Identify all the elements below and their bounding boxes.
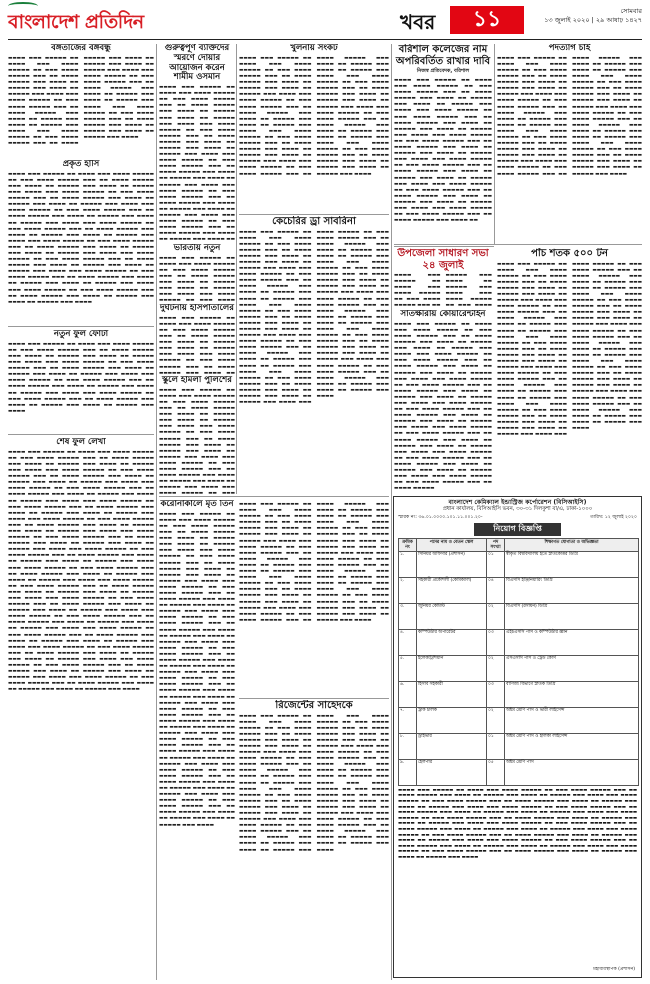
ad-cell-sl: ৭. [399, 707, 417, 733]
ad-cell-sl: ৯. [399, 759, 417, 785]
article-headline: পদত্যাগ চাই [548, 44, 591, 53]
column-divider [156, 44, 157, 980]
article-headline: পাঁচ শতক ৫০০ টন [531, 248, 608, 259]
article-kecherir [239, 216, 389, 494]
section-name: খবর [400, 10, 436, 34]
article-body: ▬▬▬▬ ▬▬▬ ▬▬▬▬▬ ▬▬ ▬▬▬▬ ▬▬▬ ▬▬▬▬ ▬▬▬▬▬ ▬▬ ▬▬▬ ▬▬▬▬ ▬▬▬▬▬ ▬▬▬ ▬▬ ▬▬▬▬ ▬▬▬▬▬ ▬▬▬ ▬▬▬▬ ▬▬ ▬▬▬▬▬ ▬▬▬ ▬▬▬▬ ▬▬ ▬▬▬▬▬ ▬▬▬ ▬▬▬▬ ▬▬▬ ▬▬▬▬ ▬▬▬▬▬ ▬▬ ▬▬▬ ▬▬▬▬ ▬▬▬▬▬ ▬▬▬ ▬▬ ▬▬▬▬ ▬▬▬▬▬ ▬▬▬ ▬▬▬▬ ▬▬ ▬▬▬▬▬ ▬▬▬ ▬▬▬▬ ▬▬ ▬▬▬▬▬ ▬▬▬ ▬▬▬▬ ▬▬▬ ▬▬▬▬ ▬▬▬▬▬ ▬▬ ▬▬▬ ▬▬▬▬ ▬▬▬▬▬ ▬▬▬ ▬▬ ▬▬▬▬ ▬▬▬▬▬ ▬▬▬ ▬▬▬▬ ▬▬ ▬▬▬▬▬ ▬▬▬ ▬▬▬▬ ▬▬ ▬▬▬▬▬ ▬▬▬ ▬▬▬▬ ▬▬▬ ▬▬▬▬ ▬▬▬▬▬ ▬▬ ▬▬▬ ▬▬▬▬ ▬▬▬▬▬ ▬▬▬ ▬▬ ▬▬▬▬ ▬▬▬▬▬ ▬▬▬ ▬▬▬▬ ▬▬ ▬▬▬▬▬ ▬▬▬ ▬▬▬▬ ▬▬ ▬▬▬▬▬ ▬▬▬ ▬▬▬▬ ▬▬▬ ▬▬▬▬ ▬▬▬▬▬ ▬▬ ▬▬▬ ▬▬▬▬ ▬▬▬▬▬ ▬▬▬ ▬▬ ▬▬▬▬ ▬▬▬▬▬ ▬▬▬ ▬▬▬▬ ▬▬ ▬▬▬▬▬ ▬▬▬ ▬▬▬▬ ▬▬ ▬▬▬▬▬ ▬▬▬ ▬▬▬▬ ▬▬▬ ▬▬▬▬ ▬▬▬▬▬ ▬▬ ▬▬▬ ▬▬▬▬ ▬▬▬▬▬ ▬▬▬ ▬▬ ▬▬▬▬ ▬▬▬▬▬ ▬▬▬ ▬▬▬▬ ▬▬ ▬▬▬▬▬ ▬▬▬ ▬▬▬▬ ▬▬ ▬▬▬▬▬ ▬▬▬ ▬▬▬▬ ▬▬▬ ▬▬▬▬ ▬▬▬▬▬ ▬▬ ▬▬▬ ▬▬▬▬ ▬▬▬▬▬ ▬▬▬ ▬▬ ▬▬▬▬ ▬▬▬▬▬ ▬▬▬ ▬▬▬▬ ▬▬ ▬▬▬▬▬ ▬▬▬ ▬▬▬▬ ▬▬ ▬▬▬▬▬ ▬▬▬ ▬▬▬▬ ▬▬▬ ▬▬▬▬ ▬▬▬▬▬ ▬▬ ▬▬▬ ▬▬▬▬ ▬▬▬▬▬ ▬▬▬ ▬▬ ▬▬▬▬ ▬▬▬▬▬ ▬▬▬ ▬▬▬▬ ▬▬ ▬▬▬▬▬ ▬▬▬ ▬▬▬▬ ▬▬ ▬▬▬▬▬ ▬▬▬ ▬▬▬▬ ▬▬▬ ▬▬▬▬ ▬▬▬▬▬ ▬▬ ▬▬▬ ▬▬▬▬ ▬▬▬▬▬ ▬▬▬ ▬▬ ▬▬▬▬ ▬▬▬▬▬ ▬▬▬ ▬▬▬▬ ▬▬ ▬▬▬▬▬ ▬▬▬ ▬▬▬▬ ▬▬ ▬▬▬▬▬ ▬▬▬ ▬▬▬▬ ▬▬▬ ▬▬▬▬ ▬▬▬▬▬ ▬▬ ▬▬▬ ▬▬▬▬ ▬▬▬▬▬ ▬▬▬ ▬▬ ▬▬▬▬ ▬▬▬▬▬ ▬▬▬ ▬▬▬▬ ▬▬ ▬▬▬▬▬ ▬▬▬ ▬▬▬▬ ▬▬ ▬▬▬▬▬ ▬▬▬ ▬▬▬▬ [239, 229, 389, 406]
ad-cell-post: সিনিয়র অফিসার (প্রশাসন) [417, 551, 487, 577]
article-body: ▬▬▬▬ ▬▬▬ ▬▬▬▬▬ ▬▬ ▬▬▬▬ ▬▬▬ ▬▬▬▬ ▬▬▬▬▬ ▬▬ ▬▬▬ ▬▬▬▬ ▬▬▬▬▬ ▬▬▬ ▬▬ ▬▬▬▬ ▬▬▬▬▬ ▬▬▬ ▬▬▬▬ ▬▬ ▬▬▬▬▬ ▬▬▬ ▬▬▬▬ ▬▬ ▬▬▬▬▬ ▬▬▬ ▬▬▬▬ ▬▬▬ ▬▬▬▬ ▬▬▬▬▬ ▬▬ ▬▬▬ ▬▬▬▬ ▬▬▬▬▬ ▬▬▬ ▬▬ ▬▬▬▬ ▬▬▬▬▬ ▬▬▬ ▬▬▬▬ ▬▬ ▬▬▬▬▬ ▬▬▬ ▬▬▬▬ ▬▬ ▬▬▬▬▬ ▬▬▬ ▬▬▬▬ ▬▬▬ ▬▬▬▬ ▬▬▬▬▬ ▬▬ ▬▬▬ ▬▬▬▬ ▬▬▬▬▬ ▬▬▬ ▬▬ ▬▬▬▬ ▬▬▬▬▬ ▬▬▬ ▬▬▬▬ ▬▬ ▬▬▬▬▬ ▬▬▬ ▬▬▬▬ ▬▬ ▬▬▬▬▬ ▬▬▬ ▬▬▬▬ ▬▬▬ ▬▬▬▬ ▬▬▬▬▬ ▬▬ ▬▬▬ [159, 387, 235, 494]
ad-cell-count: ০৩ [487, 629, 505, 655]
ad-cell-sl: ৪. [399, 629, 417, 655]
article-headline: করোনাকালে মৃত তিন [160, 500, 234, 509]
ad-cell-sl: ১. [399, 551, 417, 577]
ad-cell-req: বিএসসি (রসায়ন) ডিগ্রি [505, 603, 639, 629]
article-body: ▬▬▬▬ ▬▬▬ ▬▬▬▬▬ ▬▬ ▬▬▬▬ ▬▬▬ ▬▬▬▬ ▬▬▬▬▬ ▬▬ ▬▬▬ ▬▬▬▬ ▬▬▬▬▬ ▬▬▬ ▬▬ ▬▬▬▬ ▬▬▬▬▬ ▬▬▬ ▬▬▬▬ ▬▬ ▬▬▬▬▬ ▬▬▬ ▬▬▬▬ ▬▬ ▬▬▬▬▬ ▬▬▬ ▬▬▬▬ ▬▬▬ ▬▬▬▬ ▬▬▬▬▬ ▬▬ ▬▬▬ ▬▬▬▬ ▬▬▬▬▬ ▬▬▬ ▬▬ ▬▬▬▬ ▬▬▬▬▬ ▬▬▬ ▬▬▬▬ ▬▬ ▬▬▬▬▬ ▬▬▬ ▬▬▬▬ ▬▬ ▬▬▬▬▬ ▬▬▬ ▬▬▬▬ ▬▬▬ ▬▬▬▬ ▬▬▬▬▬ ▬▬ ▬▬▬ ▬▬▬▬ ▬▬▬▬▬ ▬▬▬ ▬▬ ▬▬▬▬ ▬▬▬▬▬ ▬▬▬ ▬▬▬▬ ▬▬ ▬▬▬▬▬ ▬▬▬ ▬▬▬▬ ▬▬ ▬▬▬▬▬ ▬▬▬ ▬▬▬▬ ▬▬▬ ▬▬▬▬ ▬▬▬▬▬ ▬▬ ▬▬▬ ▬▬▬▬ ▬▬▬▬▬ ▬▬▬ ▬▬ ▬▬▬▬ ▬▬▬▬▬ ▬▬▬ ▬▬▬▬ ▬▬ ▬▬▬▬▬ ▬▬▬ ▬▬▬▬ ▬▬ ▬▬▬▬▬ ▬▬▬ ▬▬▬▬ ▬▬▬ ▬▬▬▬ ▬▬▬▬▬ ▬▬ ▬▬▬ ▬▬▬▬ ▬▬▬▬▬ ▬▬▬ ▬▬ ▬▬▬▬ ▬▬▬▬▬ ▬▬▬ ▬▬▬▬ ▬▬ ▬▬▬▬▬ ▬▬▬ ▬▬▬▬ ▬▬ ▬▬▬▬▬ ▬▬▬ ▬▬▬▬ ▬▬▬ ▬▬▬▬ ▬▬▬▬▬ ▬▬ ▬▬▬ ▬▬▬▬ ▬▬▬▬▬ ▬▬▬ ▬▬ ▬▬▬▬ ▬▬▬▬▬ ▬▬▬ ▬▬▬▬ ▬▬ ▬▬▬▬▬ ▬▬▬ ▬▬▬▬ ▬▬ ▬▬▬▬▬ ▬▬▬ ▬▬▬▬ ▬▬▬ ▬▬▬▬ ▬▬▬▬▬ ▬▬ ▬▬▬ ▬▬▬▬ ▬▬▬▬▬ ▬▬▬ ▬▬ ▬▬▬▬ ▬▬▬▬▬ ▬▬▬ ▬▬▬▬ ▬▬ ▬▬▬▬▬ ▬▬▬ ▬▬▬▬ ▬▬ ▬▬▬▬▬ ▬▬▬ ▬▬▬▬ [239, 55, 389, 177]
ad-cell-req: অষ্টম শ্রেণি পাস ও ভারী লাইসেন্স [505, 707, 639, 733]
ad-cell-count: ০৫ [487, 759, 505, 785]
ad-table-row [399, 681, 639, 707]
column-divider [236, 44, 237, 494]
article-body: ▬▬▬▬ ▬▬▬ ▬▬▬▬▬ ▬▬ ▬▬▬▬ ▬▬▬ ▬▬▬▬ ▬▬▬▬▬ ▬▬ ▬▬▬ ▬▬▬▬ ▬▬▬▬▬ ▬▬▬ ▬▬ ▬▬▬▬ ▬▬▬▬▬ ▬▬▬ ▬▬▬▬ ▬▬ ▬▬▬▬▬ ▬▬▬ ▬▬▬▬ ▬▬ ▬▬▬▬▬ ▬▬▬ ▬▬▬▬ ▬▬▬ ▬▬▬▬ ▬▬▬▬▬ ▬▬ ▬▬▬ ▬▬▬▬ ▬▬▬▬▬ ▬▬▬ ▬▬ ▬▬▬▬ ▬▬▬▬▬ ▬▬▬ ▬▬▬▬ ▬▬ ▬▬▬▬▬ ▬▬▬ ▬▬▬▬ ▬▬ ▬▬▬▬▬ ▬▬▬ ▬▬▬▬ ▬▬▬ ▬▬▬▬ ▬▬▬▬▬ ▬▬ ▬▬▬ ▬▬▬▬ ▬▬▬▬▬ ▬▬▬ ▬▬ ▬▬▬▬ ▬▬▬▬▬ ▬▬▬ ▬▬▬▬ ▬▬ ▬▬▬▬▬ ▬▬▬ ▬▬▬▬ ▬▬ ▬▬▬▬▬ ▬▬▬ ▬▬▬▬ ▬▬▬ ▬▬▬▬ ▬▬▬▬▬ ▬▬ ▬▬▬ ▬▬▬▬ ▬▬▬▬▬ ▬▬▬ ▬▬ ▬▬▬▬ ▬▬▬▬▬ ▬▬▬ ▬▬▬▬ ▬▬ ▬▬▬▬▬ ▬▬▬ ▬▬▬▬ ▬▬ ▬▬▬▬▬ ▬▬▬ ▬▬▬▬ ▬▬▬ ▬▬▬▬ ▬▬▬▬▬ ▬▬ ▬▬▬ ▬▬▬▬ ▬▬▬▬▬ ▬▬▬ ▬▬ ▬▬▬▬ ▬▬▬▬▬ ▬▬▬ ▬▬▬▬ ▬▬ ▬▬▬▬▬ ▬▬▬ ▬▬▬▬ ▬▬ ▬▬▬▬▬ ▬▬▬ ▬▬▬▬ ▬▬▬ ▬▬▬▬ ▬▬▬▬▬ ▬▬ ▬▬▬ ▬▬▬▬ ▬▬▬▬▬ ▬▬▬ ▬▬ ▬▬▬▬ ▬▬▬▬▬ ▬▬▬ ▬▬▬▬ ▬▬ ▬▬▬▬▬ ▬▬▬ ▬▬▬▬ ▬▬ ▬▬▬▬▬ ▬▬▬ ▬▬▬▬ ▬▬▬ ▬▬▬▬ ▬▬▬▬▬ ▬▬ ▬▬▬ ▬▬▬▬ ▬▬▬▬▬ ▬▬▬ ▬▬ ▬▬▬▬ ▬▬▬▬▬ ▬▬▬ ▬▬▬▬ ▬▬ ▬▬▬▬▬ ▬▬▬ ▬▬▬▬ ▬▬ ▬▬▬▬▬ ▬▬▬ ▬▬▬▬ [497, 55, 642, 177]
ad-table-row [399, 759, 639, 785]
ad-table-header [399, 539, 639, 552]
ad-cell-post: সহকারী প্রকৌশলী (কেমিক্যাল) [417, 577, 487, 603]
ad-cell-post: জুনিয়র কেমিস্ট [417, 603, 487, 629]
article-khulna [239, 44, 389, 212]
article-headline: খুলনায় সংকট [290, 44, 338, 53]
article-bongobondhu [8, 44, 154, 156]
article-headline: ভারতীয় নতুন [173, 244, 221, 253]
ad-title: নিয়োগ বিজ্ঞপ্তি [474, 523, 561, 536]
ad-table-row [399, 733, 639, 759]
article-body: ▬▬▬▬ ▬▬▬ ▬▬▬▬▬ ▬▬ ▬▬▬▬ ▬▬▬ ▬▬▬▬ ▬▬▬▬▬ ▬▬ ▬▬▬ ▬▬▬▬ ▬▬▬▬▬ ▬▬▬ ▬▬ ▬▬▬▬ ▬▬▬▬▬ ▬▬▬ ▬▬▬▬ ▬▬ ▬▬▬▬▬ ▬▬▬ ▬▬▬▬ ▬▬ ▬▬▬▬▬ ▬▬▬ ▬▬▬▬ ▬▬▬ ▬▬▬▬ ▬▬▬▬▬ ▬▬ ▬▬▬ ▬▬▬▬ ▬▬▬▬▬ ▬▬▬ ▬▬ ▬▬▬▬ ▬▬▬▬▬ ▬▬▬ ▬▬▬▬ ▬▬ ▬▬▬▬▬ ▬▬▬ ▬▬▬▬ ▬▬ ▬▬▬▬▬ ▬▬▬ ▬▬▬▬ ▬▬▬ ▬▬▬▬ ▬▬▬▬▬ ▬▬ ▬▬▬ ▬▬▬▬ ▬▬▬▬▬ ▬▬▬ ▬▬ ▬▬▬▬ ▬▬▬▬▬ ▬▬▬ ▬▬▬▬ ▬▬ ▬▬▬▬▬ ▬▬▬ ▬▬▬▬ ▬▬ ▬▬▬▬▬ ▬▬▬ ▬▬▬▬ ▬▬▬ ▬▬▬▬ ▬▬▬▬▬ ▬▬ ▬▬▬ ▬▬▬▬ ▬▬▬▬▬ ▬▬▬ ▬▬ ▬▬▬▬ ▬▬▬▬▬ ▬▬▬ ▬▬▬▬ ▬▬ ▬▬▬▬▬ ▬▬▬ ▬▬▬▬ ▬▬ ▬▬▬▬▬ ▬▬▬ ▬▬▬▬ ▬▬▬ ▬▬▬▬ ▬▬▬▬▬ ▬▬ ▬▬▬ ▬▬▬▬ ▬▬▬▬▬ ▬▬▬ ▬▬ ▬▬▬▬ ▬▬▬▬▬ ▬▬▬ ▬▬▬▬ ▬▬ ▬▬▬▬▬ ▬▬▬ ▬▬▬▬ ▬▬ ▬▬▬▬▬ ▬▬▬ ▬▬▬▬ ▬▬▬ ▬▬▬▬ ▬▬▬▬▬ ▬▬ ▬▬▬ ▬▬▬▬ ▬▬▬▬▬ ▬▬▬ ▬▬ ▬▬▬▬ ▬▬▬▬▬ ▬▬▬ ▬▬▬▬ ▬▬ ▬▬▬▬▬ ▬▬▬ ▬▬▬▬ ▬▬ ▬▬▬▬▬ ▬▬▬ ▬▬▬▬ ▬▬▬ ▬▬▬▬ ▬▬▬▬▬ ▬▬ ▬▬▬ ▬▬▬▬ ▬▬▬▬▬ ▬▬▬ ▬▬ ▬▬▬▬ ▬▬▬▬▬ ▬▬▬ ▬▬▬▬ ▬▬ ▬▬▬▬▬ ▬▬▬ ▬▬▬▬ ▬▬ ▬▬▬▬▬ ▬▬▬ ▬▬▬▬ ▬▬▬ ▬▬▬▬ ▬▬▬▬▬ ▬▬ ▬▬▬ ▬▬▬▬ ▬▬▬▬▬ ▬▬▬ ▬▬ ▬▬▬▬ ▬▬▬▬▬ ▬▬▬ ▬▬▬▬ ▬▬ ▬▬▬▬▬ ▬▬▬ ▬▬▬▬ ▬▬ ▬▬▬▬▬ ▬▬▬ ▬▬▬▬ [8, 171, 154, 305]
article-bharoti [159, 244, 235, 302]
ad-cell-count: ০২ [487, 707, 505, 733]
article-body: ▬▬▬▬ ▬▬▬ ▬▬▬▬▬ ▬▬ ▬▬▬▬ ▬▬▬ ▬▬▬▬ ▬▬▬▬▬ ▬▬ ▬▬▬ ▬▬▬▬ ▬▬▬▬▬ ▬▬▬ ▬▬ ▬▬▬▬ ▬▬▬▬▬ ▬▬▬ ▬▬▬▬ ▬▬ ▬▬▬▬▬ ▬▬▬ ▬▬▬▬ ▬▬ ▬▬▬▬▬ ▬▬▬ ▬▬▬▬ ▬▬▬ ▬▬▬▬ ▬▬▬▬▬ ▬▬ ▬▬▬ ▬▬▬▬ ▬▬▬▬▬ ▬▬▬ ▬▬ ▬▬▬▬ ▬▬▬▬▬ ▬▬▬ ▬▬▬▬ ▬▬ [159, 315, 235, 374]
masthead-rule [8, 39, 642, 40]
article-body: ▬▬▬▬ ▬▬▬ ▬▬▬▬▬ ▬▬ ▬▬▬▬ ▬▬▬ ▬▬▬▬ ▬▬▬▬▬ ▬▬ ▬▬▬ ▬▬▬▬ ▬▬▬▬▬ ▬▬▬ ▬▬ ▬▬▬▬ ▬▬▬▬▬ ▬▬▬ ▬▬▬▬ ▬▬ ▬▬▬▬▬ ▬▬▬ ▬▬▬▬ ▬▬ ▬▬▬▬▬ ▬▬▬ ▬▬▬▬ ▬▬▬ ▬▬▬▬ ▬▬▬▬▬ ▬▬ ▬▬▬ ▬▬▬▬ ▬▬▬▬▬ ▬▬▬ ▬▬ ▬▬▬▬ ▬▬▬▬▬ ▬▬▬ ▬▬▬▬ ▬▬ ▬▬▬▬▬ ▬▬▬ ▬▬▬▬ ▬▬ ▬▬▬▬▬ ▬▬▬ ▬▬▬▬ ▬▬▬ ▬▬▬▬ ▬▬▬▬▬ ▬▬ ▬▬▬ ▬▬▬▬ ▬▬▬▬▬ ▬▬▬ ▬▬ ▬▬▬▬ ▬▬▬▬▬ ▬▬▬ ▬▬▬▬ ▬▬ ▬▬▬▬▬ ▬▬▬ ▬▬▬▬ ▬▬ ▬▬▬▬▬ ▬▬▬ ▬▬▬▬ ▬▬▬ ▬▬▬▬ ▬▬▬▬▬ ▬▬ ▬▬▬ ▬▬▬▬ ▬▬▬▬▬ ▬▬▬ ▬▬ ▬▬▬▬ ▬▬▬▬▬ ▬▬▬ ▬▬▬▬ ▬▬ ▬▬▬▬▬ ▬▬▬ ▬▬▬▬ ▬▬ ▬▬▬▬▬ ▬▬▬ ▬▬▬▬ ▬▬▬ ▬▬▬▬ ▬▬▬▬▬ ▬▬ ▬▬▬ ▬▬▬▬ ▬▬▬▬▬ ▬▬▬ ▬▬ ▬▬▬▬ ▬▬▬▬▬ ▬▬▬ ▬▬▬▬ ▬▬ ▬▬▬▬▬ ▬▬▬ ▬▬▬▬ ▬▬ [159, 85, 235, 243]
article-body: ▬▬▬▬ ▬▬▬ ▬▬▬▬▬ ▬▬ ▬▬▬▬ ▬▬▬ ▬▬▬▬ ▬▬▬▬▬ ▬▬ ▬▬▬ ▬▬▬▬ ▬▬▬▬▬ ▬▬▬ ▬▬ ▬▬▬▬ ▬▬▬▬▬ ▬▬▬ ▬▬▬▬ ▬▬ ▬▬▬▬▬ ▬▬▬ ▬▬▬▬ ▬▬ ▬▬▬▬▬ ▬▬▬ ▬▬▬▬ ▬▬▬ ▬▬▬▬ ▬▬▬▬▬ ▬▬ ▬▬▬ ▬▬▬▬ ▬▬▬▬▬ ▬▬▬ ▬▬ ▬▬▬▬ ▬▬▬▬▬ ▬▬▬ ▬▬▬▬ ▬▬ ▬▬▬▬▬ ▬▬▬ ▬▬▬▬ ▬▬ ▬▬▬▬▬ ▬▬▬ ▬▬▬▬ ▬▬▬ ▬▬▬▬ ▬▬▬▬▬ ▬▬ ▬▬▬ ▬▬▬▬ ▬▬▬▬▬ ▬▬▬ ▬▬ ▬▬▬▬ ▬▬▬▬▬ ▬▬▬ ▬▬▬▬ ▬▬ ▬▬▬▬▬ ▬▬▬ ▬▬▬▬ ▬▬ ▬▬▬▬▬ ▬▬▬ ▬▬▬▬ ▬▬▬ ▬▬▬▬ ▬▬▬▬▬ ▬▬ ▬▬▬ ▬▬▬▬ ▬▬▬▬▬ ▬▬▬ ▬▬ ▬▬▬▬ ▬▬▬▬▬ ▬▬▬ ▬▬▬▬ ▬▬ ▬▬▬▬▬ ▬▬▬ ▬▬▬▬ ▬▬ ▬▬▬▬▬ ▬▬▬ ▬▬▬▬ ▬▬▬ ▬▬▬▬ ▬▬▬▬▬ ▬▬ ▬▬▬ ▬▬▬▬ ▬▬▬▬▬ ▬▬▬ ▬▬ ▬▬▬▬ ▬▬▬▬▬ ▬▬▬ ▬▬▬▬ ▬▬ ▬▬▬▬▬ ▬▬▬ ▬▬▬▬ ▬▬ ▬▬▬▬▬ ▬▬▬ ▬▬▬▬ ▬▬▬ ▬▬▬▬ ▬▬▬▬▬ ▬▬ ▬▬▬ ▬▬▬▬ ▬▬▬▬▬ ▬▬▬ ▬▬ ▬▬▬▬ ▬▬▬▬▬ ▬▬▬ ▬▬▬▬ ▬▬ ▬▬▬▬▬ ▬▬▬ ▬▬▬▬ ▬▬ ▬▬▬▬▬ ▬▬▬ ▬▬▬▬ ▬▬▬ ▬▬▬▬ ▬▬▬▬▬ ▬▬ ▬▬▬ ▬▬▬▬ ▬▬▬▬▬ ▬▬▬ ▬▬ ▬▬▬▬ ▬▬▬▬▬ ▬▬▬ ▬▬▬▬ ▬▬ ▬▬▬▬▬ ▬▬▬ ▬▬▬▬ ▬▬ ▬▬▬▬▬ ▬▬▬ ▬▬▬▬ ▬▬▬ ▬▬▬▬ ▬▬▬▬▬ ▬▬ ▬▬▬ ▬▬▬▬ ▬▬▬▬▬ ▬▬▬ ▬▬ ▬▬▬▬ ▬▬▬▬▬ ▬▬▬ ▬▬▬▬ ▬▬ ▬▬▬▬▬ ▬▬▬ ▬▬▬▬ ▬▬ ▬▬▬▬▬ ▬▬▬ ▬▬▬▬ ▬▬▬ ▬▬▬▬ ▬▬▬▬▬ ▬▬ ▬▬▬ ▬▬▬▬ ▬▬▬▬▬ ▬▬▬ ▬▬ ▬▬▬▬ ▬▬▬▬▬ ▬▬▬ ▬▬▬▬ ▬▬ ▬▬▬▬▬ ▬▬▬ ▬▬▬▬ ▬▬ ▬▬▬▬▬ ▬▬▬ ▬▬▬▬ ▬▬▬ ▬▬▬▬ ▬▬▬▬▬ ▬▬ ▬▬▬ ▬▬▬▬ ▬▬▬▬▬ ▬▬▬ ▬▬ ▬▬▬▬ ▬▬▬▬▬ ▬▬▬ ▬▬▬▬ ▬▬ ▬▬▬▬▬ ▬▬▬ ▬▬▬▬ ▬▬ ▬▬▬▬▬ ▬▬▬ ▬▬▬▬ [497, 261, 642, 438]
article-headline: বঙ্গতাজের বঙ্গবন্ধু [51, 44, 111, 53]
date-box [544, 7, 642, 25]
article-body: ▬▬▬▬ ▬▬▬ ▬▬▬▬▬ ▬▬ ▬▬▬▬ ▬▬▬ ▬▬▬▬ ▬▬▬▬▬ ▬▬ ▬▬▬ ▬▬▬▬ ▬▬▬▬▬ ▬▬▬ ▬▬ ▬▬▬▬ ▬▬▬▬▬ ▬▬▬ ▬▬▬▬ ▬▬ ▬▬▬▬▬ ▬▬▬ ▬▬▬▬ ▬▬ ▬▬▬▬▬ ▬▬▬ ▬▬▬▬ ▬▬▬ ▬▬▬▬ ▬▬▬▬▬ ▬▬ ▬▬▬ ▬▬▬▬ ▬▬▬▬▬ ▬▬▬ ▬▬ ▬▬▬▬ ▬▬▬▬▬ ▬▬▬ ▬▬▬▬ ▬▬ ▬▬▬▬▬ ▬▬▬ ▬▬▬▬ ▬▬ ▬▬▬▬▬ ▬▬▬ ▬▬▬▬ ▬▬▬ ▬▬▬▬ ▬▬▬▬▬ ▬▬ ▬▬▬ ▬▬▬▬ ▬▬▬▬▬ ▬▬▬ ▬▬ ▬▬▬▬ ▬▬▬▬▬ ▬▬▬ ▬▬▬▬ ▬▬ ▬▬▬▬▬ ▬▬▬ ▬▬▬▬ ▬▬ ▬▬▬▬▬ ▬▬▬ ▬▬▬▬ ▬▬▬ ▬▬▬▬ ▬▬▬▬▬ ▬▬ ▬▬▬ ▬▬▬▬ ▬▬▬▬▬ ▬▬▬ ▬▬ ▬▬▬▬ ▬▬▬▬▬ ▬▬▬ ▬▬▬▬ ▬▬ ▬▬▬▬▬ ▬▬▬ ▬▬▬▬ ▬▬ ▬▬▬▬▬ ▬▬▬ ▬▬▬▬ ▬▬▬ ▬▬▬▬ ▬▬▬▬▬ ▬▬ ▬▬▬ ▬▬▬▬ ▬▬▬▬▬ ▬▬▬ ▬▬ ▬▬▬▬ ▬▬▬▬▬ ▬▬▬ ▬▬▬▬ ▬▬ ▬▬▬▬▬ ▬▬▬ ▬▬▬▬ ▬▬ ▬▬▬▬▬ ▬▬▬ ▬▬▬▬ ▬▬▬ ▬▬▬▬ ▬▬▬▬▬ ▬▬ ▬▬▬ ▬▬▬▬ ▬▬▬▬▬ ▬▬▬ ▬▬ ▬▬▬▬ ▬▬▬▬▬ ▬▬▬ ▬▬▬▬ ▬▬ [394, 78, 492, 224]
article-headline: বরিশাল কলেজের নাম অপরিবর্তিত রাখার দাবি [395, 44, 491, 67]
article-headline: কেচেরির ড্রা সাবরিনা [272, 216, 356, 227]
ad-cell-sl: ৩. [399, 603, 417, 629]
ad-cell-count: ০১ [487, 551, 505, 577]
article-headline: উপজেলা সাধারণ সভা ২৪ জুলাই [397, 248, 489, 271]
article-body: ▬▬▬▬ ▬▬▬ ▬▬▬▬▬ ▬▬ ▬▬▬▬ ▬▬▬ ▬▬▬▬ ▬▬▬▬▬ ▬▬ ▬▬▬ ▬▬▬▬ ▬▬▬▬▬ ▬▬▬ ▬▬ ▬▬▬▬ ▬▬▬▬▬ ▬▬▬ ▬▬▬▬ ▬▬ ▬▬▬▬▬ ▬▬▬ ▬▬▬▬ ▬▬ ▬▬▬▬▬ ▬▬▬ ▬▬▬▬ ▬▬▬ ▬▬▬▬ ▬▬▬▬▬ ▬▬ ▬▬▬ ▬▬▬▬ [159, 255, 235, 302]
ad-table-row [399, 603, 639, 629]
article-author: নিজস্ব প্রতিবেদক, বরিশাল [416, 68, 470, 74]
newspaper-logo [8, 8, 144, 40]
article-body: ▬▬▬▬ ▬▬▬ ▬▬▬▬▬ ▬▬ ▬▬▬▬ ▬▬▬ ▬▬▬▬ ▬▬▬▬▬ ▬▬ ▬▬▬ ▬▬▬▬ ▬▬▬▬▬ ▬▬▬ ▬▬ ▬▬▬▬ ▬▬▬▬▬ ▬▬▬ ▬▬▬▬ ▬▬ ▬▬▬▬▬ ▬▬▬ ▬▬▬▬ ▬▬ ▬▬▬▬▬ ▬▬▬ ▬▬▬▬ ▬▬▬ ▬▬▬▬ ▬▬▬▬▬ ▬▬ ▬▬▬ ▬▬▬▬ ▬▬▬▬▬ ▬▬▬ ▬▬ ▬▬▬▬ ▬▬▬▬▬ ▬▬▬ ▬▬▬▬ ▬▬ ▬▬▬▬▬ ▬▬▬ ▬▬▬▬ ▬▬ ▬▬▬▬▬ ▬▬▬ ▬▬▬▬ ▬▬▬ ▬▬▬▬ ▬▬▬▬▬ ▬▬ ▬▬▬ ▬▬▬▬ ▬▬▬▬▬ ▬▬▬ ▬▬ ▬▬▬▬ ▬▬▬▬▬ ▬▬▬ ▬▬▬▬ ▬▬ ▬▬▬▬▬ ▬▬▬ ▬▬▬▬ ▬▬ ▬▬▬▬▬ ▬▬▬ ▬▬▬▬ ▬▬▬ ▬▬▬▬ ▬▬▬▬▬ ▬▬ ▬▬▬ ▬▬▬▬ ▬▬▬▬▬ ▬▬▬ ▬▬ ▬▬▬▬ ▬▬▬▬▬ ▬▬▬ ▬▬▬▬ ▬▬ ▬▬▬▬▬ ▬▬▬ ▬▬▬▬ ▬▬ ▬▬▬▬▬ ▬▬▬ ▬▬▬▬ [8, 341, 154, 414]
article-prokrito [8, 160, 154, 320]
article-school [159, 376, 235, 494]
article-headline: স্কুলে হামলা পুলিশের [162, 376, 232, 385]
masthead [8, 4, 642, 40]
ad-cell-post: ট্রাক চালক [417, 707, 487, 733]
ad-table-row [399, 655, 639, 681]
page-number: ১১ [450, 6, 524, 34]
ad-org-name: বাংলাদেশ কেমিক্যাল ইন্ডাস্ট্রিজ কর্পোরেশন (বিসিআইসি) [448, 499, 587, 506]
article-corona [159, 500, 235, 978]
ad-col-count: পদ সংখ্যা [487, 539, 505, 552]
ad-cell-post: হেলপার [417, 759, 487, 785]
article-divider [159, 496, 389, 497]
ad-cell-count: ০৩ [487, 681, 505, 707]
article-shesh [8, 438, 154, 978]
ad-cell-count: ০৪ [487, 577, 505, 603]
ad-cell-count: ০২ [487, 603, 505, 629]
logo-text: বাংলাদেশ প্রতিদিন [8, 11, 144, 33]
ad-col-req: শিক্ষাগত যোগ্যতা ও অভিজ্ঞতা [505, 539, 639, 552]
article-divider [394, 246, 494, 247]
article-kecherir-cont [239, 500, 389, 696]
article-body: ▬▬▬▬ ▬▬▬ ▬▬▬▬▬ ▬▬ ▬▬▬▬ ▬▬▬ ▬▬▬▬ ▬▬▬▬▬ ▬▬ ▬▬▬ ▬▬▬▬ ▬▬▬▬▬ ▬▬▬ ▬▬ ▬▬▬▬▬ ▬▬▬ ▬▬▬▬ ▬▬ ▬▬▬▬▬ ▬▬▬ ▬▬▬▬ ▬▬▬ ▬▬▬▬ ▬▬▬▬▬ ▬▬ ▬▬▬ ▬▬▬▬ [394, 273, 492, 308]
article-notun [8, 330, 154, 430]
article-reagent [239, 700, 389, 978]
ad-cell-req: বিএসসি ইঞ্জিনিয়ারিং ডিগ্রি [505, 577, 639, 603]
article-body: ▬▬▬▬ ▬▬▬ ▬▬▬▬▬ ▬▬ ▬▬▬▬ ▬▬▬ ▬▬▬▬ ▬▬▬▬▬ ▬▬ ▬▬▬ ▬▬▬▬ ▬▬▬▬▬ ▬▬▬ ▬▬ ▬▬▬▬ ▬▬▬▬▬ ▬▬▬ ▬▬▬▬ ▬▬ ▬▬▬▬▬ ▬▬▬ ▬▬▬▬ ▬▬ ▬▬▬▬▬ ▬▬▬ ▬▬▬▬ ▬▬▬ ▬▬▬▬ ▬▬▬▬▬ ▬▬ ▬▬▬ ▬▬▬▬ ▬▬▬▬▬ ▬▬▬ ▬▬ ▬▬▬▬ ▬▬▬▬▬ ▬▬▬ ▬▬▬▬ ▬▬ ▬▬▬▬▬ ▬▬▬ ▬▬▬▬ ▬▬ ▬▬▬▬▬ ▬▬▬ ▬▬▬▬ ▬▬▬ ▬▬▬▬ ▬▬▬▬▬ ▬▬ ▬▬▬ ▬▬▬▬ ▬▬▬▬▬ ▬▬▬ ▬▬ ▬▬▬▬ ▬▬▬▬▬ ▬▬▬ ▬▬▬▬ ▬▬ ▬▬▬▬▬ ▬▬▬ ▬▬▬▬ ▬▬ ▬▬▬▬▬ ▬▬▬ ▬▬▬▬ ▬▬▬ ▬▬▬▬ ▬▬▬▬▬ ▬▬ ▬▬▬ ▬▬▬▬ ▬▬▬▬▬ ▬▬▬ ▬▬ ▬▬▬▬ ▬▬▬▬▬ ▬▬▬ ▬▬▬▬ ▬▬ ▬▬▬▬▬ ▬▬▬ ▬▬▬▬ ▬▬ ▬▬▬▬▬ ▬▬▬ ▬▬▬▬ ▬▬▬ ▬▬▬▬ ▬▬▬▬▬ ▬▬ ▬▬▬ ▬▬▬▬ ▬▬▬▬▬ ▬▬▬ ▬▬ ▬▬▬▬ ▬▬▬▬▬ ▬▬▬ ▬▬▬▬ ▬▬ ▬▬▬▬▬ ▬▬▬ ▬▬▬▬ ▬▬ ▬▬▬▬▬ ▬▬▬ ▬▬▬▬ ▬▬▬ ▬▬▬▬ ▬▬▬▬▬ ▬▬ ▬▬▬ ▬▬▬▬ ▬▬▬▬▬ ▬▬▬ ▬▬ ▬▬▬▬ ▬▬▬▬▬ ▬▬▬ ▬▬▬▬ ▬▬ ▬▬▬▬▬ ▬▬▬ ▬▬▬▬ ▬▬ ▬▬▬▬▬ ▬▬▬ ▬▬▬▬ ▬▬▬ ▬▬▬▬ ▬▬▬▬▬ ▬▬ ▬▬▬ ▬▬▬▬ ▬▬▬▬▬ ▬▬▬ ▬▬ ▬▬▬▬ ▬▬▬▬▬ ▬▬▬ ▬▬▬▬ ▬▬ ▬▬▬▬▬ ▬▬▬ ▬▬▬▬ ▬▬ ▬▬▬▬▬ ▬▬▬ ▬▬▬▬ ▬▬▬ ▬▬▬▬ ▬▬▬▬▬ ▬▬ ▬▬▬ ▬▬▬▬ ▬▬▬▬▬ ▬▬▬ ▬▬ ▬▬▬▬ ▬▬▬▬▬ ▬▬▬ ▬▬▬▬ ▬▬ ▬▬▬▬▬ ▬▬▬ ▬▬▬▬ ▬▬ ▬▬▬▬▬ ▬▬▬ ▬▬▬▬ [239, 713, 389, 853]
article-body: ▬▬▬▬ ▬▬▬ ▬▬▬▬▬ ▬▬ ▬▬▬▬ ▬▬▬ ▬▬▬▬ ▬▬▬▬▬ ▬▬ ▬▬▬ ▬▬▬▬ ▬▬▬▬▬ ▬▬▬ ▬▬ ▬▬▬▬ ▬▬▬▬▬ ▬▬▬ ▬▬▬▬ ▬▬ ▬▬▬▬▬ ▬▬▬ ▬▬▬▬ ▬▬ ▬▬▬▬▬ ▬▬▬ ▬▬▬▬ ▬▬▬ ▬▬▬▬ ▬▬▬▬▬ ▬▬ ▬▬▬ ▬▬▬▬ ▬▬▬▬▬ ▬▬▬ ▬▬ ▬▬▬▬ ▬▬▬▬▬ ▬▬▬ ▬▬▬▬ ▬▬ ▬▬▬▬▬ ▬▬▬ ▬▬▬▬ ▬▬ ▬▬▬▬▬ ▬▬▬ ▬▬▬▬ ▬▬▬ ▬▬▬▬ ▬▬▬▬▬ ▬▬ ▬▬▬ ▬▬▬▬ ▬▬▬▬▬ ▬▬▬ ▬▬ ▬▬▬▬ ▬▬▬▬▬ ▬▬▬ ▬▬▬▬ ▬▬ ▬▬▬▬▬ ▬▬▬ ▬▬▬▬ ▬▬ ▬▬▬▬▬ ▬▬▬ ▬▬▬▬ ▬▬▬ ▬▬▬▬ ▬▬▬▬▬ ▬▬ ▬▬▬ ▬▬▬▬ ▬▬▬▬▬ ▬▬▬ ▬▬ ▬▬▬▬ ▬▬▬▬▬ ▬▬▬ ▬▬▬▬ ▬▬ ▬▬▬▬▬ ▬▬▬ ▬▬▬▬ ▬▬ ▬▬▬▬▬ ▬▬▬ ▬▬▬▬ ▬▬▬ ▬▬▬▬ ▬▬▬▬▬ ▬▬ ▬▬▬ ▬▬▬▬ ▬▬▬▬▬ ▬▬▬ ▬▬ ▬▬▬▬ ▬▬▬▬▬ ▬▬▬ ▬▬▬▬ ▬▬ ▬▬▬▬▬ ▬▬▬ ▬▬▬▬ ▬▬ ▬▬▬▬▬ ▬▬▬ ▬▬▬▬ ▬▬▬ ▬▬▬▬ ▬▬▬▬▬ ▬▬ ▬▬▬ ▬▬▬▬ ▬▬▬▬▬ ▬▬▬ ▬▬ ▬▬▬▬ ▬▬▬▬▬ ▬▬▬ ▬▬▬▬ ▬▬ ▬▬▬▬▬ ▬▬▬ ▬▬▬▬ ▬▬ ▬▬▬▬▬ ▬▬▬ ▬▬▬▬ ▬▬▬ ▬▬▬▬ ▬▬▬▬▬ ▬▬ ▬▬▬ ▬▬▬▬ ▬▬▬▬▬ ▬▬▬ ▬▬ ▬▬▬▬ ▬▬▬▬▬ ▬▬▬ ▬▬▬▬ ▬▬ ▬▬▬▬▬ ▬▬▬ ▬▬▬▬ ▬▬ ▬▬▬▬▬ ▬▬▬ ▬▬▬▬ ▬▬▬ ▬▬▬▬ ▬▬▬▬▬ ▬▬ ▬▬▬ ▬▬▬▬ ▬▬▬▬▬ ▬▬▬ ▬▬ ▬▬▬▬ ▬▬▬▬▬ ▬▬▬ ▬▬▬▬ ▬▬ ▬▬▬▬▬ ▬▬▬ ▬▬▬▬ ▬▬ ▬▬▬▬▬ ▬▬▬ ▬▬▬▬ ▬▬▬ ▬▬▬▬ ▬▬▬▬▬ ▬▬ ▬▬▬ ▬▬▬▬ ▬▬▬▬▬ ▬▬▬ ▬▬ ▬▬▬▬ ▬▬▬▬▬ ▬▬▬ ▬▬▬▬ ▬▬ ▬▬▬▬▬ ▬▬▬ ▬▬▬▬ ▬▬ ▬▬▬▬▬ ▬▬▬ ▬▬▬▬ ▬▬▬ ▬▬▬▬ ▬▬▬▬▬ ▬▬ ▬▬▬ ▬▬▬▬ ▬▬▬▬▬ ▬▬▬ ▬▬ ▬▬▬▬ ▬▬▬▬▬ ▬▬▬ ▬▬▬▬ ▬▬ ▬▬▬▬▬ ▬▬▬ ▬▬▬▬ ▬▬ ▬▬▬▬▬ ▬▬▬ ▬▬▬▬ ▬▬▬ ▬▬▬▬ ▬▬▬▬▬ ▬▬ ▬▬▬ ▬▬▬▬ ▬▬▬▬▬ ▬▬▬ ▬▬ ▬▬▬▬ ▬▬▬▬▬ ▬▬▬ ▬▬▬▬ ▬▬ ▬▬▬▬▬ ▬▬▬ ▬▬▬▬ ▬▬ ▬▬▬▬▬ ▬▬▬ ▬▬▬▬ ▬▬▬ ▬▬▬▬ ▬▬▬▬▬ ▬▬ ▬▬▬ ▬▬▬▬ ▬▬▬▬▬ ▬▬▬ ▬▬ ▬▬▬▬ ▬▬▬▬▬ ▬▬▬ ▬▬▬▬ ▬▬ ▬▬▬▬▬ ▬▬▬ ▬▬▬▬ ▬▬ ▬▬▬▬▬ ▬▬▬ ▬▬▬▬ ▬▬▬ ▬▬▬▬ ▬▬▬▬▬ ▬▬ ▬▬▬ ▬▬▬▬ ▬▬▬▬▬ ▬▬▬ ▬▬ ▬▬▬▬ ▬▬▬▬▬ ▬▬▬ ▬▬▬▬ ▬▬ ▬▬▬▬▬ ▬▬▬ ▬▬▬▬ ▬▬ ▬▬▬▬▬ ▬▬▬ ▬▬▬▬ ▬▬▬ ▬▬▬▬ ▬▬▬▬▬ ▬▬ ▬▬▬ ▬▬▬▬ ▬▬▬▬▬ ▬▬▬ ▬▬ ▬▬▬▬ ▬▬▬▬▬ ▬▬▬ ▬▬▬▬ ▬▬ ▬▬▬▬▬ ▬▬▬ ▬▬▬▬ ▬▬ ▬▬▬▬▬ ▬▬▬ ▬▬▬▬ ▬▬▬ ▬▬▬▬ ▬▬▬▬▬ ▬▬ ▬▬▬ ▬▬▬▬ ▬▬▬▬▬ ▬▬▬ ▬▬ ▬▬▬▬ ▬▬▬▬▬ ▬▬▬ ▬▬▬▬ ▬▬ ▬▬▬▬▬ ▬▬▬ ▬▬▬▬ ▬▬ ▬▬▬▬▬ ▬▬▬ ▬▬▬▬ [8, 449, 154, 693]
ad-address: প্রধান কার্যালয়, বিসিআইসি ভবন, ৩০-৩১ দিলকুশা বা/এ, ঢাকা-১০০০ [442, 506, 593, 512]
ad-table-row [399, 707, 639, 733]
ad-header [394, 497, 641, 513]
article-podotyag [497, 44, 642, 240]
article-upojela [394, 248, 492, 308]
article-body: ▬▬▬▬ ▬▬▬ ▬▬▬▬▬ ▬▬ ▬▬▬▬ ▬▬▬ ▬▬▬▬ ▬▬▬▬▬ ▬▬ ▬▬▬ ▬▬▬▬ ▬▬▬▬▬ ▬▬▬ ▬▬ ▬▬▬▬ ▬▬▬▬▬ ▬▬▬ ▬▬▬▬ ▬▬ ▬▬▬▬▬ ▬▬▬ ▬▬▬▬ ▬▬ ▬▬▬▬▬ ▬▬▬ ▬▬▬▬ ▬▬▬ ▬▬▬▬ ▬▬▬▬▬ ▬▬ ▬▬▬ ▬▬▬▬ ▬▬▬▬▬ ▬▬▬ ▬▬ ▬▬▬▬ ▬▬▬▬▬ ▬▬▬ ▬▬▬▬ ▬▬ ▬▬▬▬▬ ▬▬▬ ▬▬▬▬ ▬▬ ▬▬▬▬▬ ▬▬▬ ▬▬▬▬ ▬▬▬ ▬▬▬▬ ▬▬▬▬▬ ▬▬ ▬▬▬ ▬▬▬▬ ▬▬▬▬▬ ▬▬▬ ▬▬ ▬▬▬▬ ▬▬▬▬▬ ▬▬▬ ▬▬▬▬ ▬▬ ▬▬▬▬▬ ▬▬▬ ▬▬▬▬ ▬▬ ▬▬▬▬▬ ▬▬▬ ▬▬▬▬ ▬▬▬ ▬▬▬▬ ▬▬▬▬▬ ▬▬ ▬▬▬ ▬▬▬▬ ▬▬▬▬▬ ▬▬▬ ▬▬ ▬▬▬▬ ▬▬▬▬▬ ▬▬▬ ▬▬▬▬ ▬▬ ▬▬▬▬▬ ▬▬▬ ▬▬▬▬ ▬▬ ▬▬▬▬▬ ▬▬▬ ▬▬▬▬ ▬▬▬ ▬▬▬▬ ▬▬▬▬▬ ▬▬ ▬▬▬ ▬▬▬▬ ▬▬▬▬▬ ▬▬▬ ▬▬ ▬▬▬▬ ▬▬▬▬▬ ▬▬▬ ▬▬▬▬ ▬▬ ▬▬▬▬▬ ▬▬▬ ▬▬▬▬ ▬▬ ▬▬▬▬▬ ▬▬▬ ▬▬▬▬ ▬▬▬ ▬▬▬▬ ▬▬▬▬▬ ▬▬ ▬▬▬ ▬▬▬▬ ▬▬▬▬▬ ▬▬▬ ▬▬ ▬▬▬▬ ▬▬▬▬▬ ▬▬▬ ▬▬▬▬ ▬▬ ▬▬▬▬▬ ▬▬▬ ▬▬▬▬ ▬▬ ▬▬▬▬▬ ▬▬▬ ▬▬▬▬ ▬▬▬ ▬▬▬▬ ▬▬▬▬▬ ▬▬ ▬▬▬ ▬▬▬▬ ▬▬▬▬▬ ▬▬▬ ▬▬ ▬▬▬▬ ▬▬▬▬▬ [394, 321, 492, 490]
article-body: ▬▬▬▬ ▬▬▬ ▬▬▬▬▬ ▬▬ ▬▬▬▬ ▬▬▬ ▬▬▬▬ ▬▬▬▬▬ ▬▬ ▬▬▬ ▬▬▬▬ ▬▬▬▬▬ ▬▬▬ ▬▬ ▬▬▬▬ ▬▬▬▬▬ ▬▬▬ ▬▬▬▬ ▬▬ ▬▬▬▬▬ ▬▬▬ ▬▬▬▬ ▬▬ ▬▬▬▬▬ ▬▬▬ ▬▬▬▬ ▬▬▬ ▬▬▬▬ ▬▬▬▬▬ ▬▬ ▬▬▬ ▬▬▬▬ ▬▬▬▬▬ ▬▬▬ ▬▬ ▬▬▬▬ ▬▬▬▬▬ ▬▬▬ ▬▬▬▬ ▬▬ ▬▬▬▬▬ ▬▬▬ ▬▬▬▬ ▬▬ ▬▬▬▬▬ ▬▬▬ ▬▬▬▬ ▬▬▬ ▬▬▬▬ ▬▬▬▬▬ ▬▬ ▬▬▬ ▬▬▬▬ ▬▬▬▬▬ ▬▬▬ ▬▬ ▬▬▬▬ ▬▬▬▬▬ ▬▬▬ ▬▬▬▬ ▬▬ ▬▬▬▬▬ ▬▬▬ ▬▬▬▬ ▬▬ ▬▬▬▬▬ ▬▬▬ ▬▬▬▬ ▬▬▬ ▬▬▬▬ ▬▬▬▬▬ ▬▬ ▬▬▬ ▬▬▬▬ ▬▬▬▬▬ ▬▬▬ ▬▬ ▬▬▬▬ ▬▬▬▬▬ ▬▬▬ ▬▬▬▬ ▬▬ ▬▬▬▬▬ ▬▬▬ ▬▬▬▬ ▬▬ ▬▬▬▬▬ ▬▬▬ ▬▬▬▬ ▬▬▬ ▬▬▬▬ ▬▬▬▬▬ ▬▬ ▬▬▬ ▬▬▬▬ ▬▬▬▬▬ ▬▬▬ ▬▬ ▬▬▬▬ ▬▬▬▬▬ ▬▬▬ ▬▬▬▬ ▬▬ ▬▬▬▬▬ ▬▬▬ ▬▬▬▬ ▬▬ ▬▬▬▬▬ ▬▬▬ ▬▬▬▬ ▬▬▬ ▬▬▬▬ ▬▬▬▬▬ ▬▬ ▬▬▬ ▬▬▬▬ ▬▬▬▬▬ ▬▬▬ ▬▬ ▬▬▬▬ ▬▬▬▬▬ ▬▬▬ ▬▬▬▬ ▬▬ ▬▬▬▬▬ ▬▬▬ ▬▬▬▬ ▬▬ ▬▬▬▬▬ ▬▬▬ ▬▬▬▬ ▬▬▬ ▬▬▬▬ ▬▬▬▬▬ ▬▬ ▬▬▬ ▬▬▬▬ ▬▬▬▬▬ ▬▬▬ ▬▬ ▬▬▬▬ ▬▬▬▬▬ ▬▬▬ ▬▬▬▬ ▬▬ ▬▬▬▬▬ ▬▬▬ ▬▬▬▬ ▬▬ ▬▬▬▬▬ ▬▬▬ ▬▬▬▬ ▬▬▬ ▬▬▬▬ ▬▬▬▬▬ ▬▬ ▬▬▬ ▬▬▬▬ ▬▬▬▬▬ ▬▬▬ ▬▬ ▬▬▬▬ ▬▬▬▬▬ ▬▬▬ ▬▬▬▬ ▬▬ ▬▬▬▬▬ ▬▬▬ ▬▬▬▬ ▬▬ ▬▬▬▬▬ ▬▬▬ ▬▬▬▬ ▬▬▬ ▬▬▬▬ ▬▬▬▬▬ ▬▬ ▬▬▬ ▬▬▬▬ ▬▬▬▬▬ ▬▬▬ ▬▬ ▬▬▬▬ ▬▬▬▬▬ ▬▬▬ ▬▬▬▬ ▬▬ ▬▬▬▬▬ ▬▬▬ ▬▬▬▬ ▬▬ ▬▬▬▬▬ ▬▬▬ ▬▬▬▬ ▬▬▬ ▬▬▬▬ ▬▬▬▬▬ ▬▬ ▬▬▬ ▬▬▬▬ ▬▬▬▬▬ ▬▬▬ ▬▬ ▬▬▬▬ ▬▬▬▬▬ ▬▬▬ ▬▬▬▬ ▬▬ ▬▬▬▬▬ ▬▬▬ ▬▬▬▬ ▬▬ ▬▬▬▬▬ ▬▬▬ ▬▬▬▬ [159, 511, 235, 828]
ad-cell-req: বাণিজ্য বিভাগে স্নাতক ডিগ্রি [505, 681, 639, 707]
article-guruttopurno [159, 44, 235, 244]
article-mrityu [159, 304, 235, 374]
article-divider [394, 244, 642, 245]
article-satrachhari [394, 310, 492, 490]
ad-cell-sl: ২. [399, 577, 417, 603]
ad-cell-count: ০১ [487, 733, 505, 759]
ad-table-row [399, 629, 639, 655]
article-divider [239, 698, 389, 699]
issue-day: সোমবার [620, 7, 642, 15]
article-headline: নতুন ফুল ফোটা [53, 330, 109, 339]
ad-cell-post: কম্পিউটার অপারেটর [417, 629, 487, 655]
article-headline: সাতক্ষীরায় কোয়ারেন্টাইন [400, 310, 486, 319]
ad-ref: স্মারক নং: ৩৬.০১.০০০০.১০১.১১.০০১.২০- [398, 515, 483, 520]
ad-cell-post: হিসাব সহকারী [417, 681, 487, 707]
article-divider [239, 214, 389, 215]
ad-cell-sl: ৬. [399, 681, 417, 707]
article-headline: গুরুত্বপূর্ণ ব্যক্তিদের স্মরণে দোয়ার আয়োজন করেন শামীম ওসমান [164, 44, 230, 83]
ad-cell-sl: ৮. [399, 733, 417, 759]
ad-conditions: ▬▬▬▬ ▬▬▬ ▬▬▬▬▬ ▬▬ ▬▬▬▬ ▬▬▬ ▬▬▬▬ ▬▬▬▬▬ ▬▬ ▬▬▬ ▬▬▬▬ ▬▬▬▬▬ ▬▬▬ ▬▬ ▬▬▬▬ ▬▬▬▬▬ ▬▬▬ ▬▬▬▬ ▬▬ ▬▬▬▬▬ ▬▬▬ ▬▬▬▬ ▬▬ ▬▬▬▬▬ ▬▬▬ ▬▬▬▬ ▬▬▬ ▬▬▬▬ ▬▬▬▬▬ ▬▬ ▬▬▬ ▬▬▬▬ ▬▬▬▬▬ ▬▬▬ ▬▬ ▬▬▬▬ ▬▬▬▬▬ ▬▬▬ ▬▬▬▬ ▬▬ ▬▬▬▬▬ ▬▬▬ ▬▬▬▬ ▬▬ ▬▬▬▬▬ ▬▬▬ ▬▬▬▬ ▬▬▬ ▬▬▬▬ ▬▬▬▬▬ ▬▬ ▬▬▬ ▬▬▬▬ ▬▬▬▬▬ ▬▬▬ ▬▬ ▬▬▬▬ ▬▬▬▬▬ ▬▬▬ ▬▬▬▬ ▬▬ ▬▬▬▬▬ ▬▬▬ ▬▬▬▬ ▬▬ ▬▬▬▬▬ ▬▬▬ ▬▬▬▬ ▬▬▬ ▬▬▬▬ ▬▬▬▬▬ ▬▬ ▬▬▬ ▬▬▬▬ ▬▬▬▬▬ ▬▬▬ ▬▬ ▬▬▬▬ ▬▬▬▬▬ ▬▬▬ ▬▬▬▬ ▬▬ ▬▬▬▬▬ ▬▬▬ ▬▬▬▬ ▬▬ ▬▬▬▬▬ ▬▬▬ ▬▬▬▬ ▬▬▬ ▬▬▬▬ ▬▬▬▬▬ ▬▬ ▬▬▬ ▬▬▬▬ ▬▬▬▬▬ ▬▬▬ ▬▬ ▬▬▬▬ ▬▬▬▬▬ ▬▬▬ ▬▬▬▬ ▬▬ ▬▬▬▬▬ ▬▬▬ ▬▬▬▬ ▬▬ ▬▬▬▬▬ ▬▬▬ ▬▬▬▬ ▬▬▬ ▬▬▬▬ ▬▬▬▬▬ ▬▬ ▬▬▬ ▬▬▬▬ ▬▬▬▬▬ ▬▬▬ ▬▬ ▬▬▬▬ ▬▬▬▬▬ ▬▬▬ ▬▬▬▬ ▬▬ ▬▬▬▬▬ ▬▬▬ ▬▬▬▬ ▬▬ ▬▬▬▬▬ ▬▬▬ ▬▬▬▬ ▬▬▬ ▬▬▬▬ ▬▬▬▬▬ ▬▬ ▬▬▬ ▬▬▬▬ ▬▬▬▬▬ ▬▬▬ ▬▬ ▬▬▬▬ ▬▬▬▬▬ ▬▬▬ ▬▬▬▬ ▬▬ ▬▬▬▬▬ ▬▬▬ ▬▬▬▬ ▬▬ ▬▬▬▬▬ ▬▬▬ ▬▬▬▬ ▬▬▬ ▬▬▬▬ ▬▬▬▬▬ ▬▬ ▬▬▬ ▬▬▬▬ ▬▬▬▬▬ ▬▬▬ ▬▬ ▬▬▬▬ ▬▬▬▬▬ ▬▬▬ ▬▬▬▬ ▬▬ ▬▬▬▬▬ ▬▬▬ ▬▬▬▬ ▬▬ ▬▬▬▬▬ ▬▬▬ ▬▬▬▬ [398, 787, 637, 860]
ad-col-sl: ক্রমিক নং [399, 539, 417, 552]
article-divider [8, 326, 154, 327]
article-headline: প্রকৃত হাঁসি [62, 160, 100, 169]
article-headline: দুর্ঘটনায় হাসপাতালের [160, 304, 234, 313]
issue-date: ১৩ জুলাই ২০২০ | ২৯ আষাঢ় ১৪২৭ [544, 16, 642, 24]
article-headline: শেষ ফুল লেখা [56, 438, 106, 447]
ad-col-post: পদের নাম ও বেতন স্কেল [417, 539, 487, 552]
recruitment-ad [393, 496, 642, 978]
column-divider [494, 44, 495, 244]
article-barishal [394, 44, 492, 244]
article-body: ▬▬▬▬ ▬▬▬ ▬▬▬▬▬ ▬▬ ▬▬▬▬ ▬▬▬ ▬▬▬▬ ▬▬▬▬▬ ▬▬ ▬▬▬ ▬▬▬▬ ▬▬▬▬▬ ▬▬▬ ▬▬ ▬▬▬▬ ▬▬▬▬▬ ▬▬▬ ▬▬▬▬ ▬▬ ▬▬▬▬▬ ▬▬▬ ▬▬▬▬ ▬▬ ▬▬▬▬▬ ▬▬▬ ▬▬▬▬ ▬▬▬ ▬▬▬▬ ▬▬▬▬▬ ▬▬ ▬▬▬ ▬▬▬▬ ▬▬▬▬▬ ▬▬▬ ▬▬ ▬▬▬▬ ▬▬▬▬▬ ▬▬▬ ▬▬▬▬ ▬▬ ▬▬▬▬▬ ▬▬▬ ▬▬▬▬ ▬▬ ▬▬▬▬▬ ▬▬▬ ▬▬▬▬ ▬▬▬ ▬▬▬▬ ▬▬▬▬▬ ▬▬ ▬▬▬ ▬▬▬▬ ▬▬▬▬▬ ▬▬▬ ▬▬ ▬▬▬▬ ▬▬▬▬▬ ▬▬▬ ▬▬▬▬ ▬▬ ▬▬▬▬▬ ▬▬▬ ▬▬▬▬ ▬▬ ▬▬▬▬▬ ▬▬▬ ▬▬▬▬ ▬▬▬ ▬▬▬▬ ▬▬▬▬▬ ▬▬ ▬▬▬ ▬▬▬▬ ▬▬▬▬▬ ▬▬▬ ▬▬ ▬▬▬▬ ▬▬▬▬▬ ▬▬▬ ▬▬▬▬ ▬▬ ▬▬▬▬▬ ▬▬▬ ▬▬▬▬ ▬▬ ▬▬▬▬▬ ▬▬▬ ▬▬▬▬ ▬▬▬ ▬▬▬▬ ▬▬▬▬▬ ▬▬ ▬▬▬ ▬▬▬▬ ▬▬▬▬▬ ▬▬▬ ▬▬ ▬▬▬▬ ▬▬▬▬▬ ▬▬▬ ▬▬▬▬ ▬▬ ▬▬▬▬▬ ▬▬▬ ▬▬▬▬ ▬▬ ▬▬▬▬▬ ▬▬▬ ▬▬▬▬ [8, 55, 154, 147]
ad-cell-req: এইচএসসি পাস ও কম্পিউটার জ্ঞান [505, 629, 639, 655]
ad-table-row [399, 577, 639, 603]
ad-cell-post: ইলেকট্রিশিয়ান [417, 655, 487, 681]
article-body: ▬▬▬▬ ▬▬▬ ▬▬▬▬▬ ▬▬ ▬▬▬▬ ▬▬▬ ▬▬▬▬ ▬▬▬▬▬ ▬▬ ▬▬▬ ▬▬▬▬ ▬▬▬▬▬ ▬▬▬ ▬▬ ▬▬▬▬ ▬▬▬▬▬ ▬▬▬ ▬▬▬▬ ▬▬ ▬▬▬▬▬ ▬▬▬ ▬▬▬▬ ▬▬ ▬▬▬▬▬ ▬▬▬ ▬▬▬▬ ▬▬▬ ▬▬▬▬ ▬▬▬▬▬ ▬▬ ▬▬▬ ▬▬▬▬ ▬▬▬▬▬ ▬▬▬ ▬▬ ▬▬▬▬ ▬▬▬▬▬ ▬▬▬ ▬▬▬▬ ▬▬ ▬▬▬▬▬ ▬▬▬ ▬▬▬▬ ▬▬ ▬▬▬▬▬ ▬▬▬ ▬▬▬▬ ▬▬▬ ▬▬▬▬ ▬▬▬▬▬ ▬▬ ▬▬▬ ▬▬▬▬ ▬▬▬▬▬ ▬▬▬ ▬▬ ▬▬▬▬ ▬▬▬▬▬ ▬▬▬ ▬▬▬▬ ▬▬ ▬▬▬▬▬ ▬▬▬ ▬▬▬▬ ▬▬ ▬▬▬▬▬ ▬▬▬ ▬▬▬▬ ▬▬▬ ▬▬▬▬ ▬▬▬▬▬ ▬▬ ▬▬▬ ▬▬▬▬ ▬▬▬▬▬ ▬▬▬ ▬▬ ▬▬▬▬ ▬▬▬▬▬ ▬▬▬ ▬▬▬▬ ▬▬ ▬▬▬▬▬ ▬▬▬ ▬▬▬▬ ▬▬ ▬▬▬▬▬ ▬▬▬ ▬▬▬▬ ▬▬▬ ▬▬▬▬ ▬▬▬▬▬ ▬▬ ▬▬▬ ▬▬▬▬ ▬▬▬▬▬ ▬▬▬ ▬▬ ▬▬▬▬ ▬▬▬▬▬ ▬▬▬ ▬▬▬▬ ▬▬ ▬▬▬▬▬ ▬▬▬ ▬▬▬▬ ▬▬ ▬▬▬▬▬ ▬▬▬ ▬▬▬▬ ▬▬▬ ▬▬▬▬ ▬▬▬▬▬ ▬▬ ▬▬▬ ▬▬▬▬ ▬▬▬▬▬ ▬▬▬ ▬▬ ▬▬▬▬ ▬▬▬▬▬ ▬▬▬ ▬▬▬▬ ▬▬ ▬▬▬▬▬ ▬▬▬ ▬▬▬▬ ▬▬ ▬▬▬▬▬ ▬▬▬ ▬▬▬▬ ▬▬▬ ▬▬▬▬ ▬▬▬▬▬ ▬▬ ▬▬▬ ▬▬▬▬ ▬▬▬▬▬ ▬▬▬ ▬▬ ▬▬▬▬ ▬▬▬▬▬ ▬▬▬ ▬▬▬▬ ▬▬ ▬▬▬▬▬ ▬▬▬ ▬▬▬▬ ▬▬ ▬▬▬▬▬ ▬▬▬ ▬▬▬▬ [239, 502, 389, 623]
article-panch [497, 248, 642, 492]
ad-cell-req: অষ্টম শ্রেণি পাস ও হালকা লাইসেন্স [505, 733, 639, 759]
ad-table-row [399, 551, 639, 577]
ad-table [398, 538, 639, 786]
ad-meta [394, 513, 641, 521]
ad-cell-sl: ৫. [399, 655, 417, 681]
ad-cell-req: স্বীকৃত বিশ্ববিদ্যালয় হতে স্নাতকোত্তর ডিগ্রি [505, 551, 639, 577]
ad-cell-post: ড্রাইভার [417, 733, 487, 759]
ad-date: তারিখ: ১২ জুলাই ২০২০ [590, 515, 637, 520]
article-divider [8, 434, 154, 435]
ad-cell-count: ০২ [487, 655, 505, 681]
logo-swoosh-icon [8, 2, 38, 10]
article-headline: রিজেন্টের সাহেদকে [275, 700, 353, 711]
column-divider [391, 44, 392, 980]
ad-cell-req: অষ্টম শ্রেণি পাস [505, 759, 639, 785]
ad-signature: মহাব্যবস্থাপক (প্রশাসন) [593, 967, 635, 972]
ad-cell-req: এসএসসি পাস ও ট্রেড কোর্স [505, 655, 639, 681]
